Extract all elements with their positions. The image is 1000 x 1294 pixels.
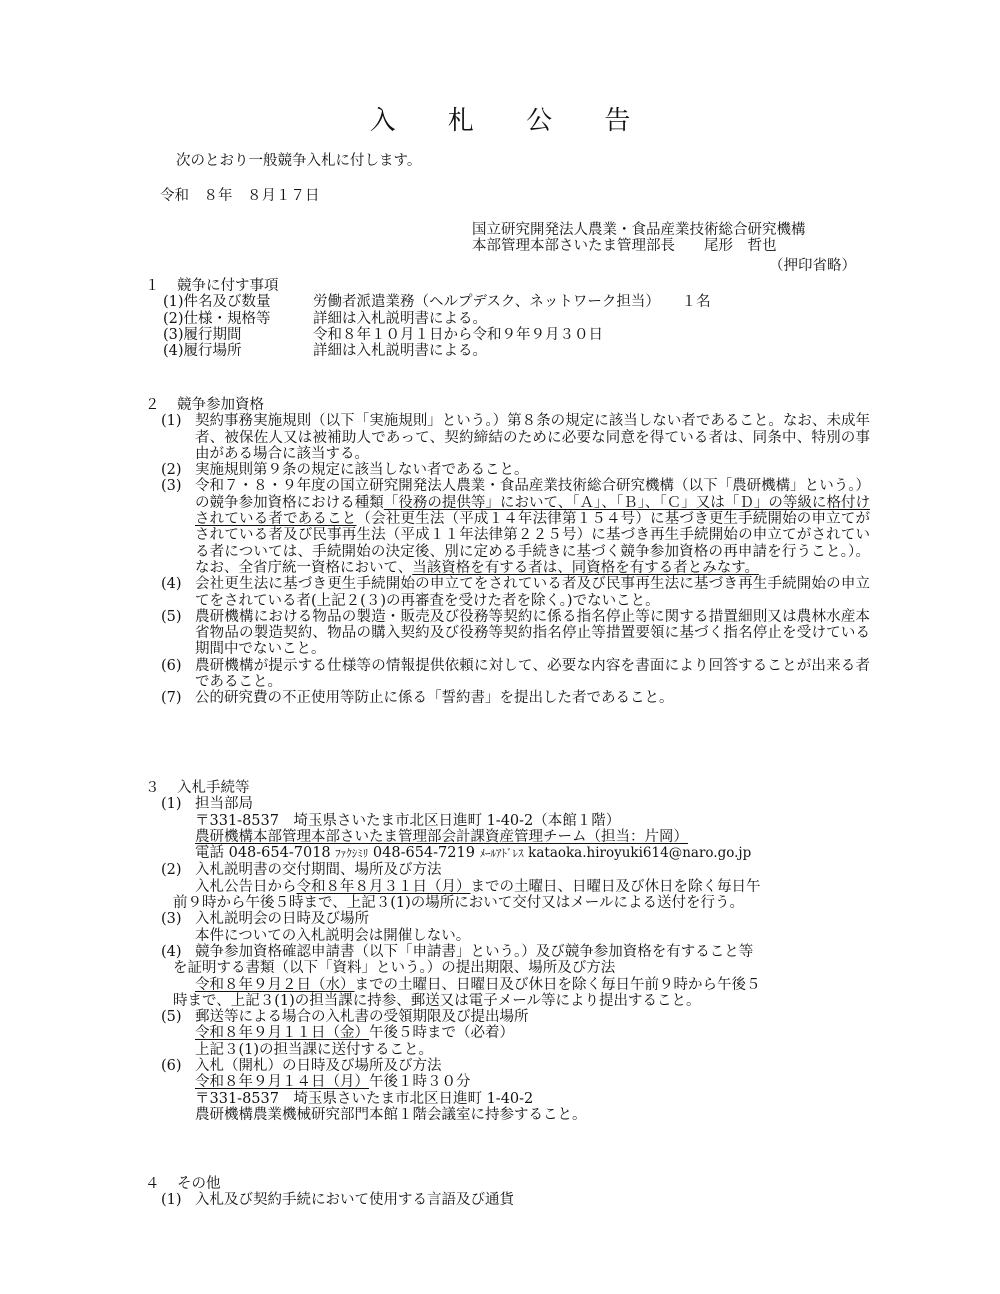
seal-note: （押印省略）	[769, 258, 856, 274]
item-number: (1)	[161, 796, 182, 813]
other-item-1	[145, 1192, 870, 1208]
item-text: 入札及び契約手続において使用する言語及び通貨	[195, 1192, 514, 1209]
item-title: 郵送等による場合の入札書の受領期限及び提出場所	[195, 1009, 529, 1026]
spec-label: (2)仕様・規格等	[163, 310, 271, 327]
procedure-item-4	[145, 944, 870, 960]
text-part: 午後５時まで（必着）	[369, 1025, 514, 1042]
item-number: (1)	[161, 413, 182, 430]
spec-value: 令和８年１０月１日から令和９年９月３０日	[313, 326, 603, 343]
opening-address: 〒331-8537 埼玉県さいたま市北区日進町 1-40-2	[195, 1090, 534, 1107]
section-number: １	[145, 278, 160, 294]
underlined-text: 「役務の提供等」において、「Ａ」、「Ｂ」、「Ｃ」又は「Ｄ」の等級に格付けされている者であること	[195, 494, 870, 528]
notice-date: 令和 ８年 ８月１７日	[160, 188, 320, 204]
opening-date: 令和８年９月１４日（月）	[195, 1074, 369, 1091]
item-line	[145, 1025, 870, 1041]
section-1	[145, 278, 870, 359]
item-title: 入札説明書の交付期間、場所及び方法	[195, 862, 442, 879]
section-number: ３	[145, 780, 160, 796]
fax-number: 048-654-7219	[372, 845, 475, 862]
item-number: (2)	[161, 462, 182, 479]
contact-dept: 農研機構本部管理本部さいたま管理部会計課資産管理チーム（担当：片岡）	[195, 828, 688, 845]
item-line: 上記３(1)の担当課に送付すること。	[195, 1041, 434, 1058]
item-title: 担当部局	[195, 796, 253, 813]
spec-label: (3)履行期間	[163, 326, 242, 343]
procedure-item-2	[145, 862, 870, 878]
item-number: (1)	[161, 1192, 182, 1209]
qualification-item	[145, 609, 870, 658]
spec-row	[145, 343, 870, 359]
item-number: (4)	[161, 576, 182, 593]
item-text: 実施規則第９条の規定に該当しない者であること。	[195, 462, 529, 479]
deadline-date: 令和８年９月１１日（金）	[195, 1025, 369, 1042]
section-3	[145, 780, 870, 1123]
section-number: ２	[145, 397, 160, 413]
item-number: (5)	[161, 608, 182, 625]
item-text	[195, 478, 870, 576]
item-number: (2)	[161, 862, 182, 879]
spec-value: 労働者派遣業務（ヘルプデスク、ネットワーク担当） １名	[313, 294, 711, 311]
item-number: (7)	[161, 690, 182, 707]
item-text-part: 令和７・８・９年度の国立研究開発法人農業・食品産業技術総合研究機構（以下「農研機構」という。）の競争参加資格における種類	[195, 478, 870, 511]
text-part: 入札公告日から	[195, 878, 297, 895]
item-line: 前９時から午後５時まで、上記３(1)の場所において交付又はメールによる送付を行う。	[173, 895, 744, 912]
spec-value: 詳細は入札説明書による。	[313, 310, 487, 327]
procedure-item-6	[145, 1058, 870, 1074]
opening-place: 農研機構農業機械研究部門本館１階会議室に持参すること。	[195, 1106, 587, 1123]
item-number: (3)	[161, 911, 182, 928]
item-line: 本件についての入札説明会は開催しない。	[195, 927, 471, 944]
tel-label: 電話	[195, 845, 224, 862]
section-2	[145, 397, 870, 707]
item-text-part: （会社更生法（平成１４年法律第１５４号）に基づき更生手続開始の申立てがされている者及び民事再生法（平成１１年法律第２２５号）に基づき再生手続開始の申立てがされている者については、手続開始の決定後、別に定める手続きに基づく競争参加資格の再申請を行うこと。）。なお、全省庁統一資格において、	[195, 511, 871, 576]
item-text: 公的研究費の不正使用等防止に係る「誓約書」を提出した者であること。	[195, 690, 674, 707]
qualification-item	[145, 478, 870, 576]
tel-number: 048-654-7018	[228, 845, 331, 862]
qualification-item	[145, 658, 870, 691]
section-title: その他	[177, 1176, 221, 1192]
item-number: (4)	[161, 943, 182, 960]
section-4	[145, 1176, 870, 1209]
section-title: 入札手続等	[177, 780, 250, 796]
item-line	[145, 879, 870, 895]
fax-label: ﾌｧｸｼﾐﾘ	[335, 847, 369, 861]
item-number: (3)	[161, 478, 182, 495]
item-text: 農研機構における物品の製造・販売及び役務等契約に係る指名停止等に関する措置細則又は農林水産本省物品の製造契約、物品の購入契約及び役務等契約指名停止等措置要領に基づく指名停止を受けている期間中でないこと。	[195, 608, 870, 658]
deadline-date: 令和８年９月２日（水）	[195, 976, 355, 993]
procedure-item-1	[145, 796, 870, 812]
item-title: 入札説明会の日時及び場所	[195, 911, 369, 928]
qualification-item	[145, 413, 870, 462]
qualification-item	[145, 462, 870, 478]
section-heading	[145, 278, 870, 294]
spec-value: 詳細は入札説明書による。	[313, 343, 487, 360]
qualification-item	[145, 576, 870, 609]
item-title: 入札（開札）の日時及び場所及び方法	[195, 1058, 442, 1075]
mail-label: ﾒｰﾙｱﾄﾞﾚｽ	[479, 847, 524, 861]
page-title: 入 札 公 告	[369, 106, 653, 136]
text-part: までの土曜日、日曜日及び休日を除く毎日午前９時から午後５	[354, 976, 761, 993]
underlined-text: 当該資格を有する者は、同資格を有する者とみなす。	[412, 559, 760, 576]
item-title: 競争参加資格確認申請書（以下「申請書」という。）及び競争参加資格を有すること等	[195, 943, 754, 960]
section-heading	[145, 397, 870, 413]
section-heading	[145, 780, 870, 796]
contact-dept-line	[145, 829, 870, 845]
contact-line	[145, 845, 870, 862]
item-text: 会社更生法に基づき更生手続開始の申立てをされている者及び民事再生法に基づき再生手続開始の申立てをされている者(上記２(３)の再審査を受けた者を除く。)でないこと。	[195, 576, 870, 609]
section-number: ４	[145, 1176, 160, 1192]
item-line: 時まで、上記３(1)の担当課に持参、郵送又は電子メール等により提出すること。	[173, 992, 701, 1009]
item-line	[145, 977, 870, 993]
procedure-item-3	[145, 911, 870, 927]
spec-row	[145, 294, 870, 310]
issuer-org: 国立研究開発法人農業・食品産業技術総合研究機構	[472, 222, 806, 238]
qualification-item	[145, 690, 870, 706]
issuer-block	[472, 222, 806, 255]
section-heading	[145, 1176, 870, 1192]
contact-address: 〒331-8537 埼玉県さいたま市北区日進町 1-40-2（本館１階）	[195, 812, 621, 829]
spec-row	[145, 311, 870, 327]
section-title: 競争に付す事項	[177, 278, 279, 294]
text-part: 午後１時３０分	[369, 1074, 471, 1091]
issuer-position: 本部管理本部さいたま管理部長 尾形 哲也	[472, 238, 777, 255]
item-title-cont: を証明する書類（以下「資料」という。）の提出期限、場所及び方法	[173, 960, 616, 977]
item-number: (5)	[161, 1009, 182, 1026]
spec-label: (4)履行場所	[163, 343, 242, 360]
section-title: 競争参加資格	[177, 397, 264, 413]
item-text: 農研機構が提示する仕様等の情報提供依頼に対して、必要な内容を書面により回答することが出来る者であること。	[195, 657, 870, 691]
item-line	[145, 1074, 870, 1090]
intro-text: 次のとおり一般競争入札に付します。	[176, 153, 422, 169]
item-text: 契約事務実施規則（以下「実施規則」という。）第８条の規定に該当しない者であること。なお、未成年者、被保佐人又は被補助人であって、契約締結のために必要な同意を得ている者は、同条中、特別の事由がある場合に該当する。	[195, 413, 870, 462]
item-number: (6)	[161, 1058, 182, 1075]
deadline-date: 令和８年８月３１日（月）	[296, 878, 471, 895]
mail-address: kataoka.hiroyuki614@naro.go.jp	[528, 845, 752, 862]
spec-label: (1)件名及び数量	[163, 294, 271, 311]
procedure-item-5	[145, 1009, 870, 1025]
item-number: (6)	[161, 657, 182, 674]
spec-row	[145, 327, 870, 343]
text-part: までの土曜日、日曜日及び休日を除く毎日午	[470, 878, 761, 895]
